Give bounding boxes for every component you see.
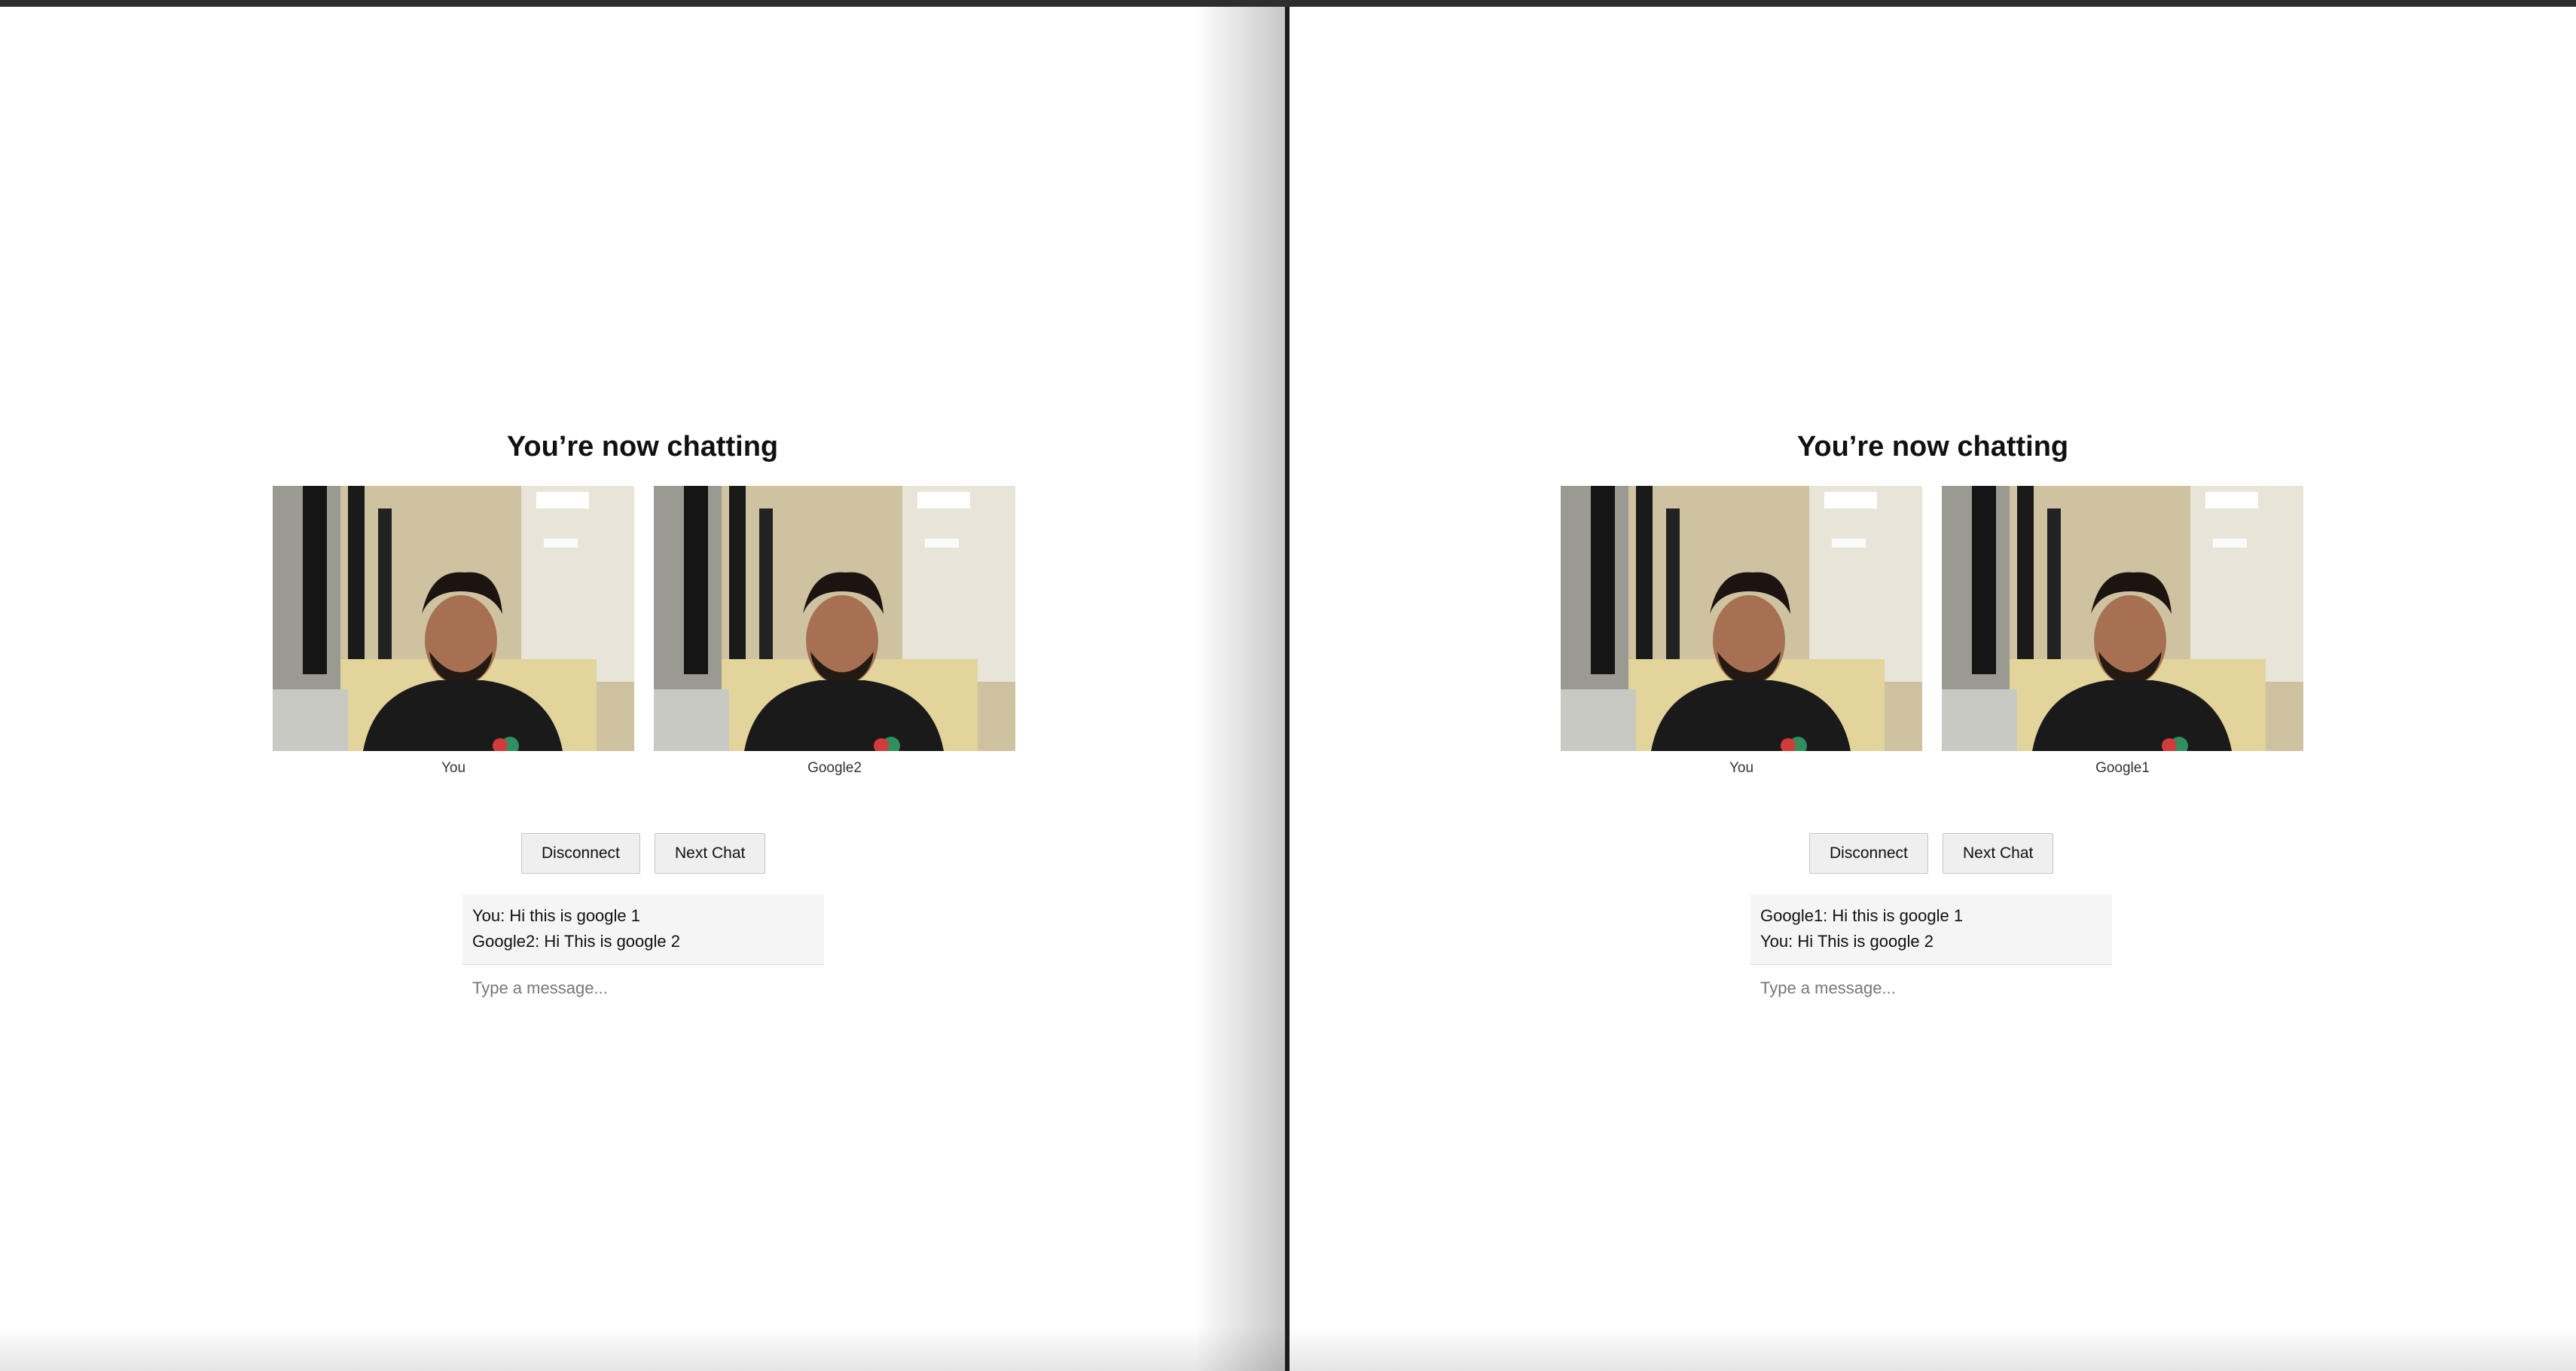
message-input[interactable] (462, 969, 824, 1007)
page-title: You’re now chatting (506, 431, 779, 463)
chat-log (462, 894, 824, 965)
remote-video-label: Google2 (807, 760, 862, 776)
local-video-tile (1561, 486, 1922, 777)
chat-page (1290, 7, 2576, 1371)
message-input[interactable] (1750, 969, 2112, 1007)
remote-video-tile (1942, 486, 2303, 777)
local-video (1561, 486, 1922, 751)
chat-log (1750, 894, 2112, 965)
next-chat-button[interactable]: Next Chat (1943, 833, 2053, 874)
chat-message: You: Hi This is google 2 (1760, 932, 1934, 951)
chat-message: Google2: Hi This is google 2 (472, 932, 680, 951)
remote-video-tile (654, 486, 1015, 777)
browser-window-right (1290, 7, 2576, 1371)
chat-page (0, 7, 1285, 1371)
browser-window-left (0, 7, 1285, 1371)
disconnect-button[interactable]: Disconnect (1809, 833, 1928, 874)
remote-video-label: Google1 (2095, 760, 2150, 776)
remote-video (1942, 486, 2303, 751)
disconnect-button[interactable]: Disconnect (521, 833, 640, 874)
chat-message: Google1: Hi this is google 1 (1760, 906, 1964, 925)
top-bar (0, 0, 2576, 7)
next-chat-button[interactable]: Next Chat (655, 833, 765, 874)
local-video (273, 486, 634, 751)
chat-message: You: Hi this is google 1 (472, 906, 640, 925)
local-video-label: You (1729, 760, 1754, 776)
local-video-label: You (441, 760, 466, 776)
page-title: You’re now chatting (1796, 431, 2069, 463)
remote-video (654, 486, 1015, 751)
local-video-tile (273, 486, 634, 777)
